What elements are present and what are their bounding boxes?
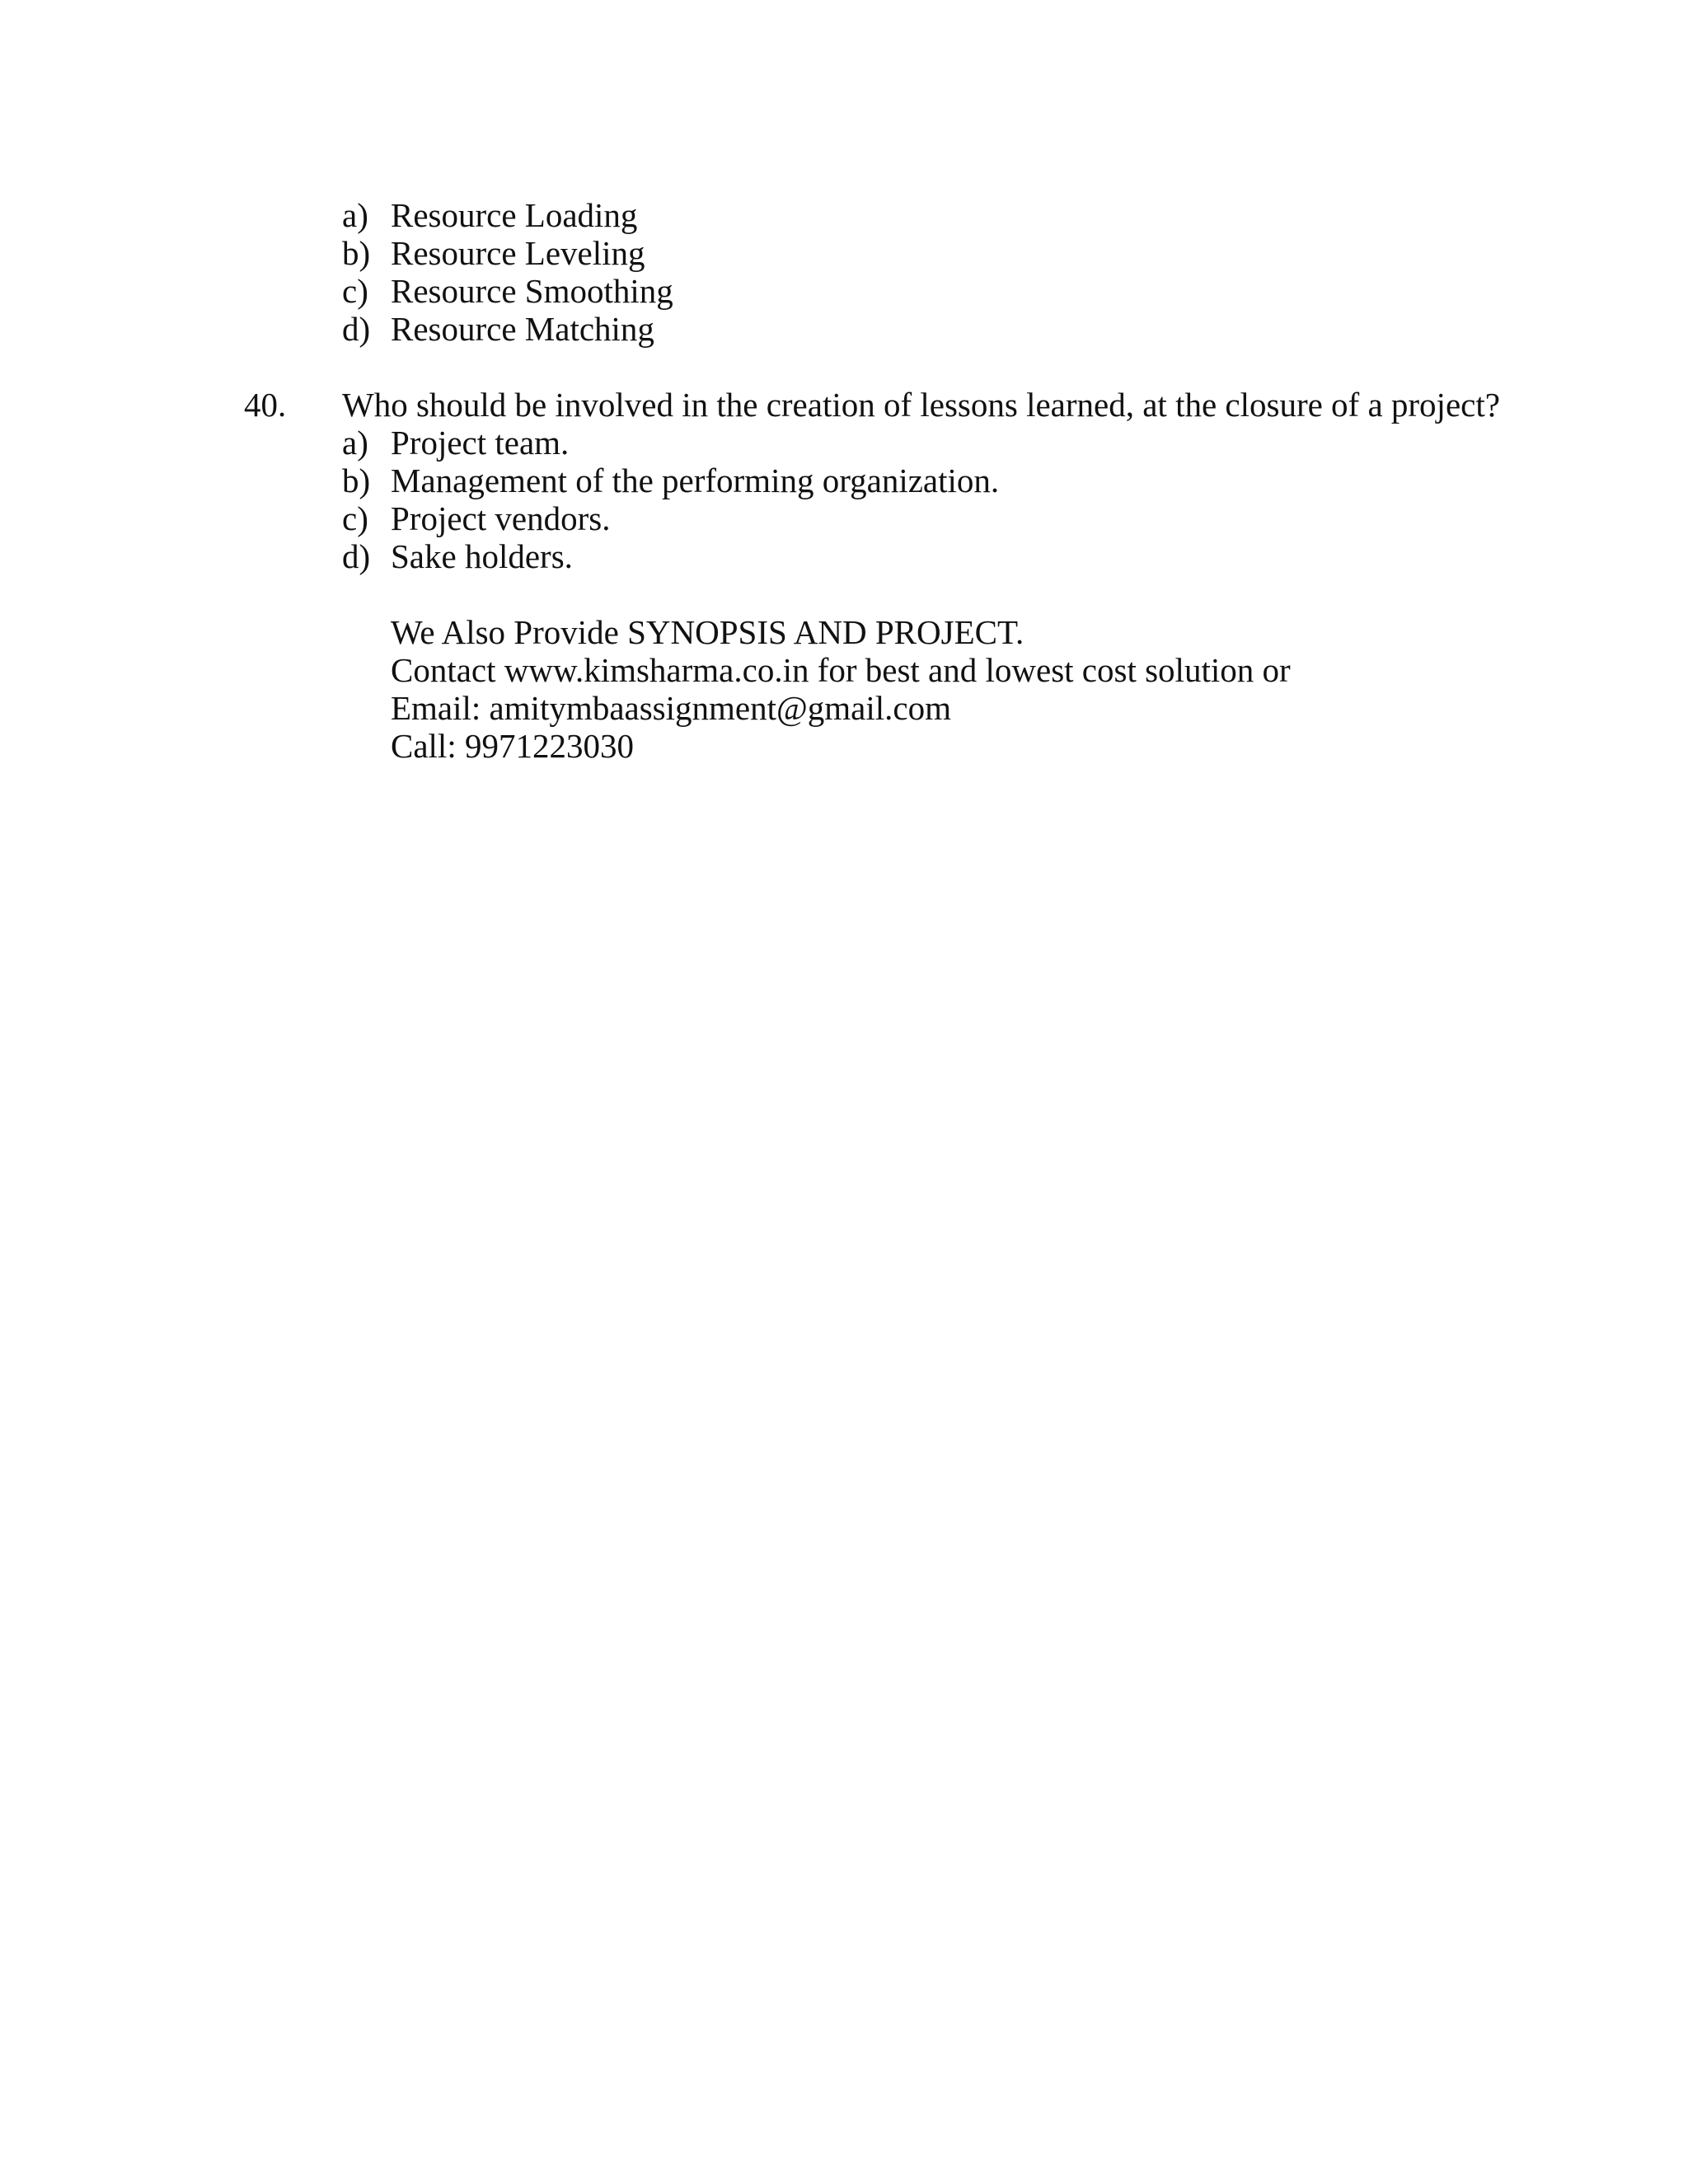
promo-contact-text: Contact www.kimsharma.co.in for best and lowest cost solution or xyxy=(391,651,1291,689)
option-text: Resource Loading xyxy=(391,196,638,234)
option-marker: a) xyxy=(342,196,368,234)
promo-phone-text: Call: 9971223030 xyxy=(391,727,634,765)
option-text: Resource Smoothing xyxy=(391,272,673,310)
question-number: 40. xyxy=(244,386,287,424)
promo-text: We Also Provide SYNOPSIS AND PROJECT. xyxy=(391,613,1025,651)
promo-email-text: Email: amitymbaassignment@gmail.com xyxy=(391,689,951,727)
option-marker: d) xyxy=(342,310,371,348)
option-text: Resource Leveling xyxy=(391,234,645,272)
option-marker: b) xyxy=(342,462,371,499)
option-marker: c) xyxy=(342,272,368,310)
option-text: Resource Matching xyxy=(391,310,654,348)
option-text: Project vendors. xyxy=(391,499,611,537)
option-marker: d) xyxy=(342,537,371,575)
option-text: Project team. xyxy=(391,424,570,462)
question-text: Who should be involved in the creation of lessons learned, at the closure of a project? xyxy=(342,386,1500,424)
option-text: Sake holders. xyxy=(391,537,573,575)
option-text: Management of the performing organization. xyxy=(391,462,1000,499)
option-marker: c) xyxy=(342,499,368,537)
option-marker: a) xyxy=(342,424,368,462)
option-marker: b) xyxy=(342,234,371,272)
